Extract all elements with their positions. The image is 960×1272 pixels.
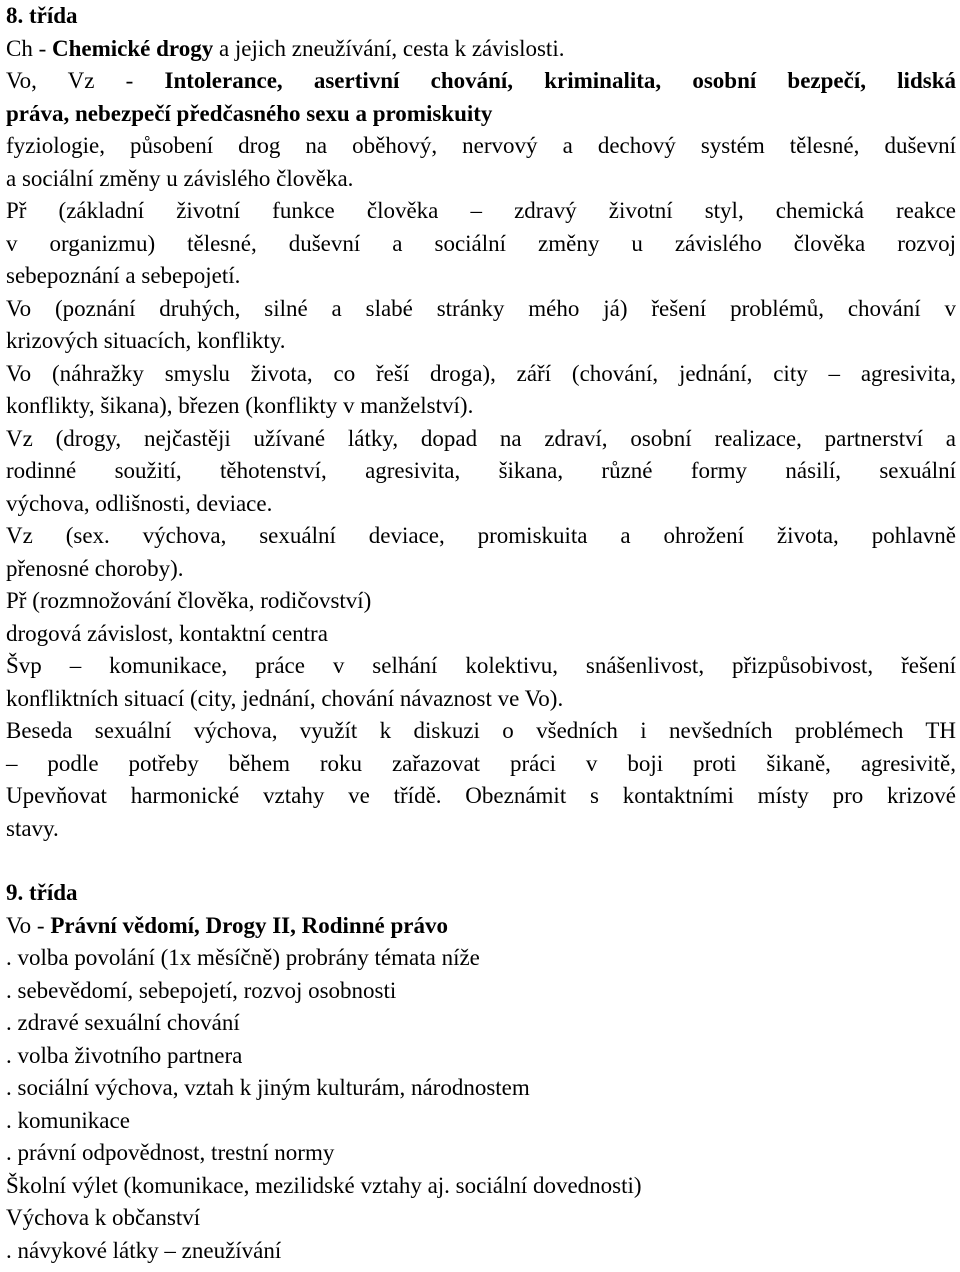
text-line xyxy=(6,1137,956,1170)
bold-topic: Právní vědomí, Drogy II, Rodinné právo xyxy=(50,912,448,938)
text-segment: . sebevědomí, sebepojetí, rozvoj osobnosti xyxy=(6,977,397,1003)
text-segment: . sociální výchova, vztah k jiným kulturám, národnostem xyxy=(6,1075,530,1100)
text-segment: Vz (sex. výchova, sexuální deviace, promiskuita a ohrožení života, pohlavně xyxy=(6,523,956,548)
text-segment: . zdravé sexuální chování xyxy=(6,1010,240,1035)
text-segment: krizových situacích, konflikty. xyxy=(6,328,286,353)
text-segment: Beseda sexuální výchova, využít k diskuzi o všedních i nevšedních problémech TH xyxy=(6,718,956,743)
text-segment: konflikty, šikana), březen (konflikty v manželství). xyxy=(6,393,474,418)
text-line xyxy=(6,553,956,586)
text-segment: drogová závislost, kontaktní centra xyxy=(6,620,328,646)
text-segment: . návykové látky – zneužívání xyxy=(6,1237,282,1263)
text-line xyxy=(6,1170,956,1203)
text-segment: Vo - xyxy=(6,912,51,938)
text-segment: . volba povolání (1x měsíčně) probrány témata níže xyxy=(6,945,480,970)
text-line xyxy=(6,715,956,748)
text-line xyxy=(6,423,956,456)
text-line xyxy=(6,1235,956,1268)
grade8-section xyxy=(6,33,956,846)
grade8-heading: 8. třída xyxy=(6,3,78,28)
grade9-section xyxy=(6,910,956,1268)
text-line xyxy=(6,228,956,261)
text-line xyxy=(6,1072,956,1105)
text-segment: Upevňovat harmonické vztahy ve třídě. Obeznámit s kontaktními místy pro krizové xyxy=(6,783,956,808)
text-line xyxy=(6,942,956,975)
text-line xyxy=(6,65,956,98)
text-segment: rodinné soužití, těhotenství, agresivita, šikana, různé formy násilí, sexuální xyxy=(6,458,956,483)
text-line xyxy=(6,813,956,846)
text-line xyxy=(6,488,956,521)
text-line xyxy=(6,650,956,683)
text-segment: Vo (náhražky smyslu života, co řeší droga), září (chování, jednání, city – agresivita, xyxy=(6,360,956,386)
text-line xyxy=(6,390,956,423)
text-line xyxy=(6,1105,956,1138)
text-segment: Př (základní životní funkce člověka – zdravý životní styl, chemická reakce xyxy=(6,198,956,223)
text-line xyxy=(6,1040,956,1073)
text-segment: Vo (poznání druhých, silné a slabé stránky mého já) řešení problémů, chování v xyxy=(6,295,956,321)
text-line xyxy=(6,293,956,326)
text-segment: Vo, Vz - xyxy=(6,68,165,93)
text-line xyxy=(6,910,956,943)
text-segment: Př (rozmnožování člověka, rodičovství) xyxy=(6,588,372,613)
text-segment: – podle potřeby během roku zařazovat práci v boji proti šikaně, agresivitě, xyxy=(6,750,956,776)
text-segment: . právní odpovědnost, trestní normy xyxy=(6,1140,335,1165)
bold-topic: Chemické drogy xyxy=(52,35,214,61)
text-line xyxy=(6,520,956,553)
text-segment: přenosné choroby). xyxy=(6,555,184,581)
text-segment: výchova, odlišnosti, deviace. xyxy=(6,490,273,516)
text-segment: fyziologie, působení drog na oběhový, nervový a dechový systém tělesné, duševní xyxy=(6,133,956,158)
text-line xyxy=(6,325,956,358)
text-line xyxy=(6,975,956,1008)
document-page xyxy=(6,0,956,1267)
text-segment: konfliktních situací (city, jednání, chování návaznost ve Vo). xyxy=(6,685,564,711)
text-segment: Výchova k občanství xyxy=(6,1205,201,1230)
text-line xyxy=(6,98,956,131)
section-gap xyxy=(6,845,956,877)
grade9-heading: 9. třída xyxy=(6,880,78,905)
text-segment: a sociální změny u závislého člověka. xyxy=(6,165,354,191)
text-segment: sebepoznání a sebepojetí. xyxy=(6,263,241,288)
text-segment: . volba životního partnera xyxy=(6,1042,243,1068)
text-segment: Švp – komunikace, práce v selhání kolektivu, snášenlivost, přizpůsobivost, řešení xyxy=(6,653,956,678)
text-segment: Vz (drogy, nejčastěji užívané látky, dopad na zdraví, osobní realizace, partnerství a xyxy=(6,425,956,451)
text-line xyxy=(6,1007,956,1040)
text-line xyxy=(6,195,956,228)
text-line xyxy=(6,683,956,716)
text-line xyxy=(6,358,956,391)
text-line xyxy=(6,618,956,651)
text-line xyxy=(6,260,956,293)
text-segment: a jejich zneužívání, cesta k závislosti. xyxy=(213,35,565,61)
text-segment: Školní výlet (komunikace, mezilidské vztahy aj. sociální dovednosti) xyxy=(6,1172,642,1198)
text-line xyxy=(6,163,956,196)
text-segment: stavy. xyxy=(6,815,59,841)
text-line xyxy=(6,130,956,163)
text-segment: v organizmu) tělesné, duševní a sociální změny u závislého člověka rozvoj xyxy=(6,230,956,256)
text-segment: . komunikace xyxy=(6,1107,130,1133)
text-segment: Ch - xyxy=(6,35,52,61)
text-line xyxy=(6,455,956,488)
text-line xyxy=(6,33,956,66)
text-line xyxy=(6,780,956,813)
text-line xyxy=(6,585,956,618)
text-line xyxy=(6,748,956,781)
bold-topic: Intolerance, asertivní chování, kriminalita, osobní bezpečí, lidská xyxy=(164,68,956,93)
bold-topic: práva, nebezpečí předčasného sexu a promiskuity xyxy=(6,100,493,126)
text-line xyxy=(6,1202,956,1235)
